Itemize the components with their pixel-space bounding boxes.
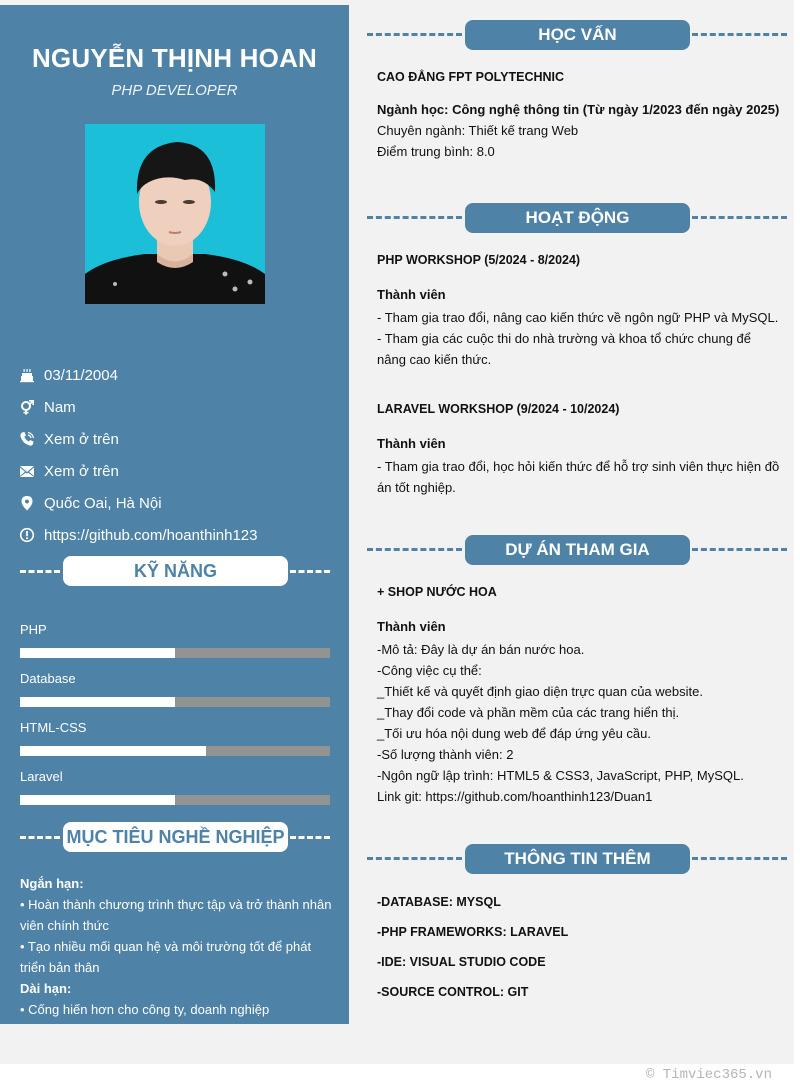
skills-list (20, 622, 330, 818)
extra-info-item: -PHP FRAMEWORKS: LARAVEL (377, 925, 569, 939)
skill-bar-fill (20, 795, 175, 805)
education-heading (367, 20, 787, 50)
goals-heading-label: MỤC TIÊU NGHỀ NGHIỆP (63, 822, 288, 852)
short-term-label: Ngắn hạn: (20, 876, 84, 891)
projects-heading (367, 535, 787, 565)
gender-value: Nam (44, 398, 76, 416)
short-term-goal: • Tạo nhiều mối quan hệ và môi trường tốt để phát triển bản thân (20, 939, 312, 975)
skills-heading-label: KỸ NĂNG (63, 556, 288, 586)
project-git-link[interactable]: Link git: https://github.com/hoanthinh123/Duan1 (377, 789, 653, 804)
education-heading-label: HỌC VẤN (465, 20, 690, 50)
watermark: © Timviec365.vn (645, 1067, 772, 1083)
skill-label: Laravel (20, 769, 63, 784)
project-line: _Thay đổi code và phần mềm của các trang hiển thị. (377, 705, 680, 720)
skill-label: PHP (20, 622, 47, 637)
activity-line: - Tham gia trao đổi, nâng cao kiến thức về ngôn ngữ PHP và MySQL. (377, 310, 779, 325)
skill-bar (20, 648, 330, 658)
contact-birthday (18, 359, 338, 391)
extra-info-list (377, 895, 782, 1015)
divider (367, 548, 462, 551)
email-icon (18, 462, 36, 480)
education-section (377, 70, 782, 162)
skills-heading (20, 556, 330, 586)
project-line: -Mô tả: Đây là dự án bán nước hoa. (377, 642, 585, 657)
divider (692, 33, 787, 36)
skill-label: HTML-CSS (20, 720, 87, 735)
extra-info-item: -SOURCE CONTROL: GIT (377, 985, 529, 999)
divider (367, 857, 462, 860)
activity-position: Thành viên (377, 287, 446, 302)
major: Ngành học: Công nghệ thông tin (Từ ngày 1/2023 đến ngày 2025) (377, 102, 780, 117)
project-line: -Ngôn ngữ lập trình: HTML5 & CSS3, JavaScript, PHP, MySQL. (377, 768, 744, 783)
activity-item (377, 402, 782, 498)
location-icon (18, 494, 36, 512)
activities-heading-label: HOẠT ĐỘNG (465, 203, 690, 233)
project-line: -Số lượng thành viên: 2 (377, 747, 514, 762)
skill-bar (20, 795, 330, 805)
divider (367, 216, 462, 219)
skill-item (20, 769, 330, 818)
skill-bar (20, 746, 330, 756)
contact-list (18, 359, 338, 551)
phone-value: Xem ở trên (44, 430, 119, 448)
address-value: Quốc Oai, Hà Nội (44, 494, 162, 512)
project-line: _Tối ưu hóa nội dung web để đáp ứng yêu cầu. (377, 726, 651, 741)
activities-heading (367, 203, 787, 233)
gpa: Điểm trung bình: 8.0 (377, 144, 495, 159)
contact-website[interactable] (18, 519, 338, 551)
profile-photo (85, 124, 265, 304)
project-item (377, 585, 782, 807)
divider (290, 570, 330, 573)
contact-phone (18, 423, 338, 455)
specialty: Chuyên ngành: Thiết kế trang Web (377, 123, 579, 138)
extra-heading (367, 844, 787, 874)
contact-address (18, 487, 338, 519)
skill-bar (20, 697, 330, 707)
divider (692, 216, 787, 219)
candidate-name: NGUYỄN THỊNH HOAN (31, 43, 318, 73)
divider (692, 857, 787, 860)
projects-heading-label: DỰ ÁN THAM GIA (465, 535, 690, 565)
contact-gender (18, 391, 338, 423)
info-icon (18, 526, 36, 544)
project-line: -Công việc cụ thể: (377, 663, 482, 678)
school-name: CAO ĐẲNG FPT POLYTECHNIC (377, 70, 565, 84)
project-position: Thành viên (377, 619, 446, 634)
extra-heading-label: THÔNG TIN THÊM (465, 844, 690, 874)
divider (692, 548, 787, 551)
short-term-goal: • Hoàn thành chương trình thực tập và trở thành nhân viên chính thức (20, 897, 332, 933)
goals-heading (20, 822, 330, 852)
phone-icon (18, 430, 36, 448)
divider (290, 836, 330, 839)
long-term-goal: • Cống hiến hơn cho công ty, doanh nghiệp (20, 1002, 270, 1017)
skill-bar-fill (20, 697, 175, 707)
website-link[interactable]: https://github.com/hoanthinh123 (44, 526, 258, 544)
activity-line: - Tham gia các cuộc thi do nhà trường và khoa tổ chức chung để nâng cao kiến thức. (377, 331, 752, 367)
career-goals (20, 873, 335, 1020)
long-term-label: Dài hạn: (20, 981, 72, 996)
divider (20, 570, 60, 573)
project-title: + SHOP NƯỚC HOA (377, 585, 497, 599)
birthday-cake-icon (18, 366, 36, 384)
birthday-value: 03/11/2004 (44, 366, 118, 384)
email-value: Xem ở trên (44, 462, 119, 480)
gender-icon (18, 398, 36, 416)
contact-email (18, 455, 338, 487)
skill-bar-fill (20, 648, 175, 658)
extra-info-item: -IDE: VISUAL STUDIO CODE (377, 955, 546, 969)
activity-line: - Tham gia trao đổi, học hỏi kiến thức để hỗ trợ sinh viên thực hiện đồ án tốt nghiệp. (377, 459, 780, 495)
project-line: _Thiết kế và quyết định giao diện trực quan của website. (377, 684, 703, 699)
skill-bar-fill (20, 746, 206, 756)
skill-item (20, 622, 330, 671)
divider (20, 836, 60, 839)
skill-item (20, 671, 330, 720)
activity-title: PHP WORKSHOP (5/2024 - 8/2024) (377, 253, 581, 267)
skill-label: Database (20, 671, 76, 686)
activity-position: Thành viên (377, 436, 446, 451)
activity-item (377, 253, 782, 370)
skill-item (20, 720, 330, 769)
activity-title: LARAVEL WORKSHOP (9/2024 - 10/2024) (377, 402, 620, 416)
extra-info-item: -DATABASE: MYSQL (377, 895, 501, 909)
sidebar (0, 5, 349, 1024)
candidate-role: PHP DEVELOPER (111, 82, 238, 99)
divider (367, 33, 462, 36)
